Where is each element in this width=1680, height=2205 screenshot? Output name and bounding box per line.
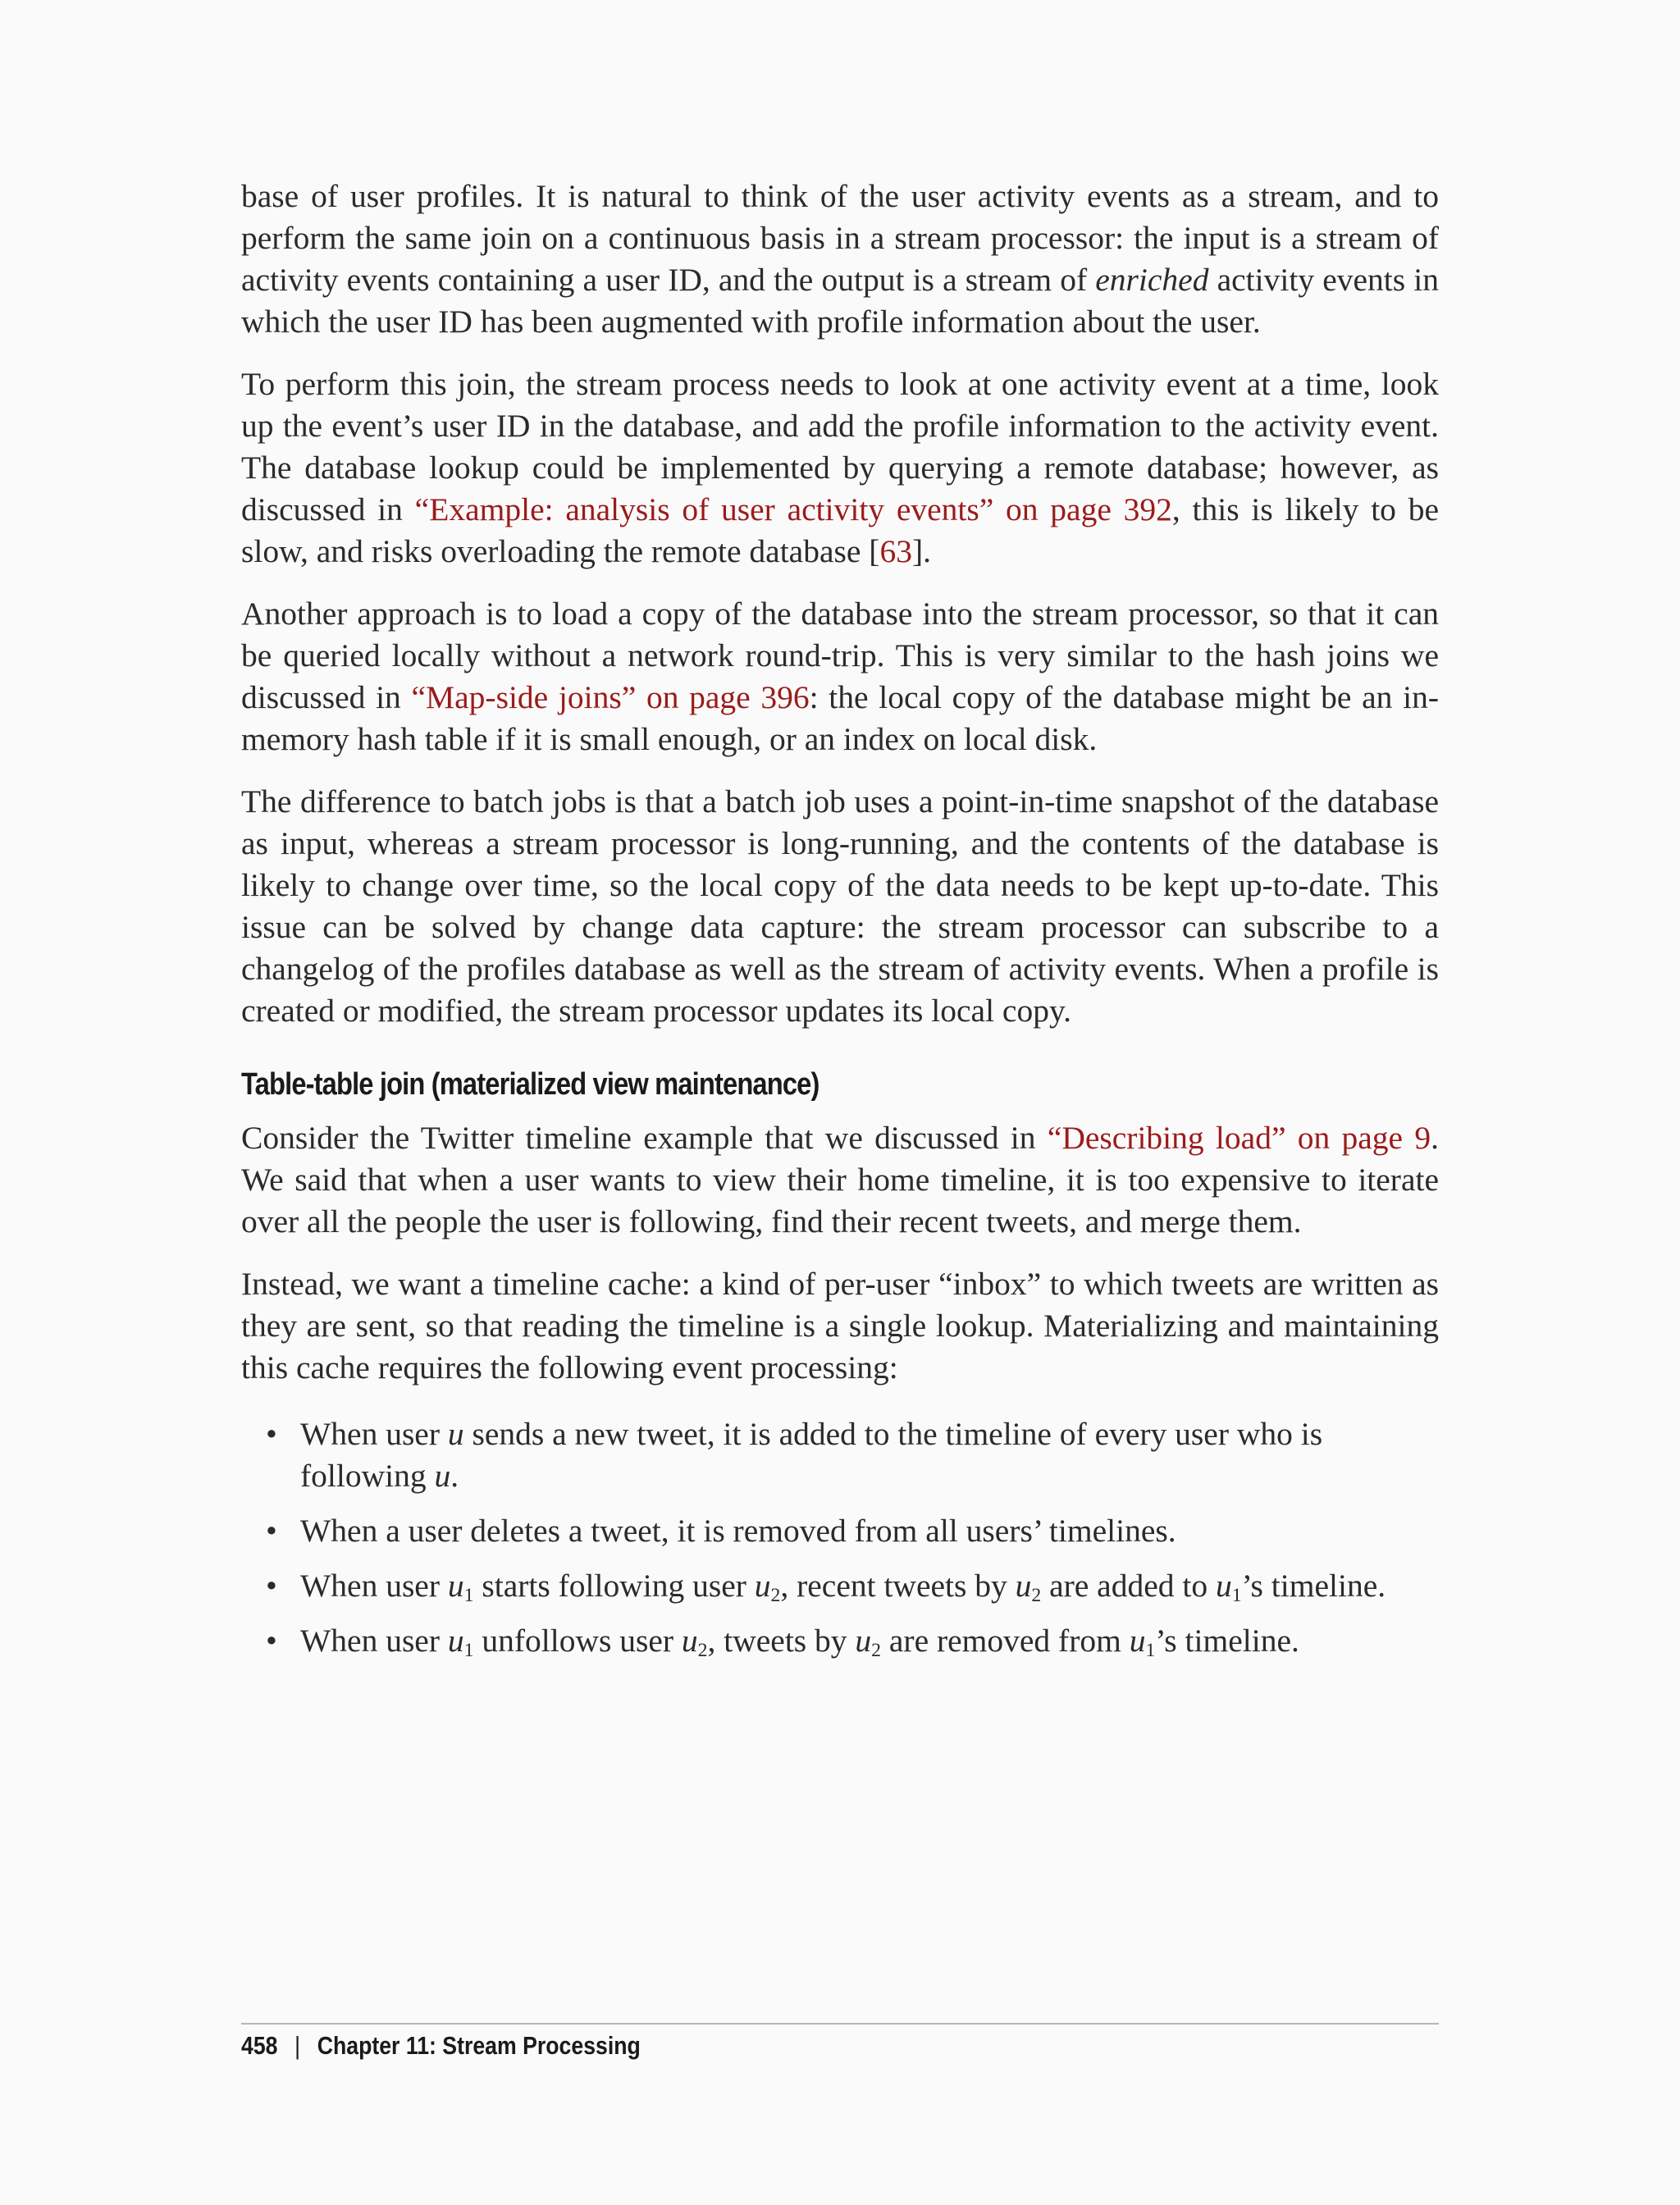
paragraph-text: Consider the Twitter timeline example that we discussed in [241,1120,1048,1156]
event-processing-list [241,1413,1439,1662]
list-text: , recent tweets by [780,1568,1016,1604]
paragraph-text: Another approach is to load a copy of the database into the stream processor, so that it can be queried locally without a network round-trip. This is very similar to the hash joins we discussed in [241,596,1439,715]
subscript: 1 [1231,1584,1242,1606]
footer-separator: | [294,2031,301,2060]
subscript: 2 [697,1639,708,1661]
list-text: When user [300,1623,448,1659]
variable-u: u [434,1458,451,1494]
list-text: When a user deletes a tweet, it is removed from all users’ timelines. [300,1513,1176,1549]
list-text: , tweets by [707,1623,856,1659]
paragraph-text: : the local copy of the database might be an in-memory hash table if it is small enough, or an index on local disk. [241,679,1439,757]
variable-u: u [1129,1623,1146,1659]
list-text: sends a new tweet, it is added to the timeline of every user who is following [300,1416,1323,1494]
subscript: 1 [463,1584,474,1606]
list-text: ’s timeline. [1241,1568,1386,1604]
subscript: 2 [770,1584,781,1606]
list-item [241,1510,1439,1552]
bullet-icon: • [266,1568,277,1604]
paragraph-twitter-timeline [241,1117,1439,1243]
variable-u: u [681,1623,698,1659]
list-text: are added to [1041,1568,1216,1604]
paragraph-batch-difference: The difference to batch jobs is that a batch job uses a point-in-time snapshot of the database as input, whereas a stream processor is long-running, and the contents of the database is likely to change over time, so the local copy of the data needs to be kept up-to-date. This issue can be solved by change data capture: the stream processor can subscribe to a changelog of the profiles database as well as the stream of activity events. When a profile is created or modified, the stream processor updates its local copy. [241,783,1439,1029]
bullet-icon: • [266,1623,277,1659]
subscript: 2 [1031,1584,1042,1606]
paragraph-timeline-cache: Instead, we want a timeline cache: a kind of per-user “inbox” to which tweets are written as they are sent, so that reading the timeline is a single lookup. Materializing and maintaining this cache requires the following event processing: [241,1266,1439,1386]
bullet-icon: • [266,1513,277,1549]
subscript: 1 [1145,1639,1156,1661]
list-item [241,1413,1439,1497]
bullet-icon: • [266,1416,277,1452]
list-item [241,1565,1439,1607]
variable-u: u [1215,1568,1232,1604]
list-text: . [450,1458,459,1494]
list-text: When user [300,1568,448,1604]
paragraph-text: , this is likely to be slow, and risks overloading the remote database [ [241,491,1439,569]
citation-link[interactable]: 63 [879,533,912,569]
list-text: When user [300,1416,448,1452]
variable-u: u [855,1623,872,1659]
paragraph-user-profiles [241,176,1439,343]
paragraph-text: base of user profiles. It is natural to think of the user activity events as a stream, and to perform the same join on a continuous basis in a stream processor: the input is a stream of activity events containing a user ID, and the output is a stream of [241,178,1439,298]
subscript: 1 [463,1639,474,1661]
variable-u: u [447,1416,464,1452]
paragraph-text: . We said that when a user wants to view their home timeline, it is too expensive to iterate over all the people the user is following, find their recent tweets, and merge them. [241,1120,1439,1239]
section-heading: Table-table join (materialized view maintenance) [241,1067,819,1102]
cross-reference-link[interactable]: “Describing load” on page 9 [1047,1120,1431,1156]
paragraph-text: activity events in which the user ID has been augmented with profile information about the user. [241,262,1439,340]
variable-u: u [1015,1568,1032,1604]
paragraph-another-approach [241,593,1439,760]
list-text: unfollows user [473,1623,682,1659]
paragraph-text: To perform this join, the stream process needs to look at one activity event at a time, look up the event’s user ID in the database, and add the profile information to the activity event. The database lookup could be implemented by querying a remote database; however, as discussed in [241,366,1439,527]
list-item [241,1620,1439,1662]
variable-u: u [447,1623,464,1659]
paragraph-text: ]. [911,533,931,569]
variable-u: u [447,1568,464,1604]
cross-reference-link[interactable]: “Example: analysis of user activity events” on page 392 [414,491,1172,527]
cross-reference-link[interactable]: “Map-side joins” on page 396 [411,679,810,715]
page-footer [241,2031,641,2061]
list-text: ’s timeline. [1155,1623,1299,1659]
list-text: are removed from [881,1623,1130,1659]
page-body [241,176,1439,1675]
paragraph-perform-join [241,363,1439,573]
subscript: 2 [871,1639,882,1661]
chapter-title: Chapter 11: Stream Processing [317,2031,641,2060]
page-number: 458 [241,2031,278,2060]
list-text: starts following user [473,1568,755,1604]
footer-divider [241,2023,1439,2025]
variable-u: u [754,1568,771,1604]
emphasis-enriched: enriched [1095,262,1209,298]
